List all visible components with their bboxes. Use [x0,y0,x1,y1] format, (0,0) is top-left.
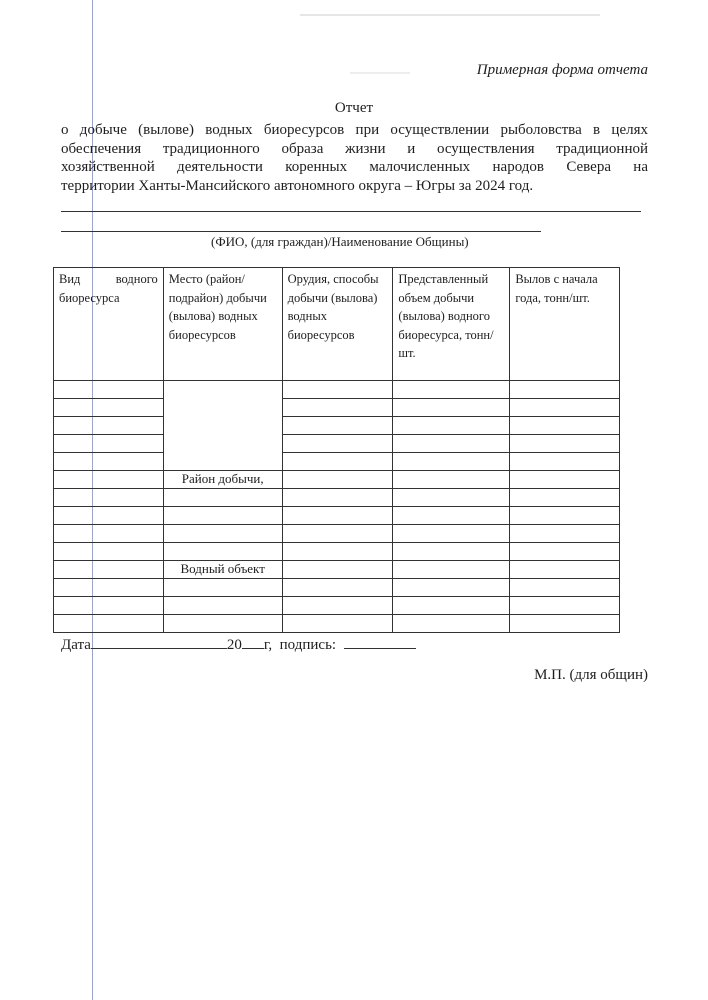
table-cell[interactable] [163,579,282,597]
table-cell[interactable] [163,489,282,507]
table-row [54,399,620,417]
table-cell[interactable] [163,543,282,561]
table-header-row [54,268,620,381]
year-field[interactable] [242,634,264,649]
header-species: Вид водного биоресурса [54,268,164,381]
table-cell[interactable] [54,381,164,399]
table-cell[interactable] [393,417,510,435]
table-cell[interactable] [282,453,393,471]
table-cell[interactable] [282,507,393,525]
table-cell[interactable] [393,561,510,579]
year-prefix: 20 [226,637,242,653]
table-cell[interactable] [54,507,164,525]
table-cell[interactable] [510,507,620,525]
signature-label: подпись: [279,637,337,653]
table-row [54,489,620,507]
table-cell[interactable] [54,543,164,561]
table-cell[interactable] [54,471,164,489]
form-note: Примерная форма отчета [476,62,648,78]
table-cell[interactable] [54,597,164,615]
table-cell[interactable] [282,543,393,561]
table-cell[interactable] [510,417,620,435]
scan-artifact [300,14,600,16]
table-cell[interactable] [510,525,620,543]
table-cell[interactable] [282,561,393,579]
table-cell[interactable] [510,453,620,471]
table-cell[interactable] [393,579,510,597]
table-cell[interactable] [510,489,620,507]
scan-artifact [350,72,410,74]
header-place: Место (район/подрайон) добычи (вылова) водных биоресурсов [163,268,282,381]
table-row [54,453,620,471]
report-table [53,267,620,633]
table-row [54,507,620,525]
document-title: Отчет [334,100,374,116]
table-cell[interactable] [393,597,510,615]
table-cell[interactable] [510,561,620,579]
table-row [54,579,620,597]
fio-caption: (ФИО, (для граждан)/Наименование Общины) [211,234,469,249]
table-cell[interactable] [54,417,164,435]
table-row [54,597,620,615]
table-cell[interactable] [393,471,510,489]
table-cell[interactable] [393,525,510,543]
date-label: Дата [61,637,91,653]
row-label-water-body: Водный объект [163,561,282,579]
date-signature-line [61,634,416,654]
table-cell[interactable] [393,543,510,561]
table-cell[interactable] [510,381,620,399]
table-cell[interactable] [510,597,620,615]
table-cell[interactable] [282,597,393,615]
table-cell[interactable] [282,615,393,633]
table-cell[interactable] [393,435,510,453]
table-cell[interactable] [282,381,393,399]
table-cell[interactable] [282,417,393,435]
table-cell[interactable] [282,399,393,417]
table-cell[interactable] [54,579,164,597]
table-cell-place-merged[interactable] [163,381,282,471]
date-field[interactable] [91,634,227,649]
table-cell[interactable] [282,525,393,543]
table-cell[interactable] [282,579,393,597]
table-cell[interactable] [282,489,393,507]
header-gear: Орудия, способы добычи (вылова) водных биоресурсов [282,268,393,381]
table-cell[interactable] [510,543,620,561]
header-volume: Представленный объем добычи (вылова) водного биоресурса, тонн/шт. [393,268,510,381]
header-catch-ytd: Вылов с начала года, тонн/шт. [510,268,620,381]
table-cell[interactable] [510,399,620,417]
table-cell[interactable] [510,579,620,597]
table-row [54,615,620,633]
table-cell[interactable] [54,435,164,453]
table-row [54,381,620,399]
table-row [54,471,620,489]
table-row [54,561,620,579]
table-cell[interactable] [54,453,164,471]
name-field-line[interactable] [61,211,641,212]
table-cell[interactable] [282,435,393,453]
table-cell[interactable] [54,525,164,543]
table-cell[interactable] [393,489,510,507]
table-row [54,435,620,453]
table-cell[interactable] [393,381,510,399]
table-cell[interactable] [393,615,510,633]
table-row [54,543,620,561]
table-cell[interactable] [163,615,282,633]
table-cell[interactable] [54,561,164,579]
table-cell[interactable] [393,453,510,471]
seal-note: М.П. (для общин) [534,667,648,683]
table-row [54,525,620,543]
table-cell[interactable] [54,615,164,633]
table-cell[interactable] [510,471,620,489]
signature-field[interactable] [344,634,416,649]
intro-line: обеспечения традиционного образа жизни и осуществления традиционной [61,140,648,157]
table-cell[interactable] [163,525,282,543]
year-suffix: г, [263,637,273,653]
intro-line: хозяйственной деятельности коренных малочисленных народов Севера на [61,159,648,175]
table-cell[interactable] [282,471,393,489]
table-cell[interactable] [393,507,510,525]
table-cell[interactable] [54,489,164,507]
table-cell[interactable] [54,399,164,417]
name-field-line-2[interactable] [61,231,541,232]
intro-paragraph [61,121,648,195]
table-cell[interactable] [163,507,282,525]
table-cell[interactable] [393,399,510,417]
table-cell[interactable] [510,435,620,453]
table-cell[interactable] [510,615,620,633]
row-label-area: Район добычи, [163,471,282,489]
table-cell[interactable] [163,597,282,615]
intro-line: территории Ханты-Мансийского автономного округа – Югры за 2024 год. [61,177,534,194]
table-row [54,417,620,435]
intro-line: о добыче (вылове) водных биоресурсов при осуществлении рыболовства в целях [61,122,648,138]
